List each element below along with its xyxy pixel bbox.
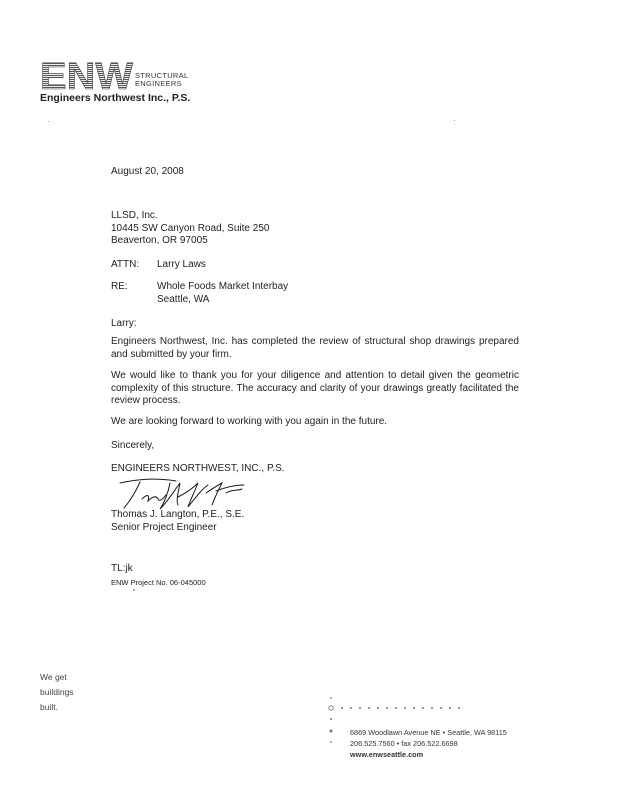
re-block (111, 281, 288, 306)
closing: Sincerely, (111, 440, 155, 451)
scan-speck (454, 120, 455, 121)
signature-icon (118, 475, 268, 511)
tagline (40, 670, 74, 715)
initials: TL:jk (111, 563, 133, 574)
recipient-line: Beaverton, OR 97005 (111, 235, 208, 246)
recipient-line: 10445 SW Canyon Road, Suite 250 (111, 222, 270, 234)
logo-subtext-structural: STRUCTURAL (135, 71, 189, 80)
signer-block (111, 509, 244, 534)
attn-line (111, 259, 206, 272)
paragraph-review: Engineers Northwest, Inc. has completed the review of structural shop drawings prepared and submitted by your firm. (111, 336, 519, 360)
signer-title: Senior Project Engineer (111, 521, 217, 533)
logo-subtext-engineers: ENGINEERS (135, 79, 182, 88)
re-line: Whole Foods Market Interbay (157, 281, 289, 292)
project-number: ENW Project No. 06-045000 (111, 578, 206, 587)
scan-speck (48, 121, 49, 122)
paragraph-future: We are looking forward to working with you again in the future. (111, 416, 388, 427)
re-label: RE: (111, 281, 128, 292)
footer-website: www.enwseattle.com (350, 750, 424, 759)
tagline-line: buildings (40, 687, 74, 697)
tagline-line: We get (40, 672, 67, 682)
logo-subtext (135, 72, 188, 88)
footer-address-block (350, 727, 507, 760)
re-line: Seattle, WA (157, 293, 210, 305)
svg-text:ENW: ENW (40, 59, 134, 91)
letter-date: August 20, 2008 (111, 166, 184, 177)
signatory-company: ENGINEERS NORTHWEST, INC., P.S. (111, 463, 285, 474)
tagline-line: built. (40, 702, 58, 712)
salutation: Larry: (111, 318, 137, 329)
footer-phone-fax: 206.525.7560 • fax 206.522.6698 (350, 739, 458, 748)
recipient-address (111, 210, 269, 248)
scan-speck (133, 589, 135, 591)
signer-name: Thomas J. Langton, P.E., S.E. (111, 509, 245, 520)
recipient-line: LLSD, Inc. (111, 210, 158, 221)
footer-address: 6869 Woodlawn Avenue NE • Seattle, WA 98115 (350, 728, 507, 737)
attn-label: ATTN: (111, 259, 140, 270)
attn-value: Larry Laws (157, 259, 206, 270)
paragraph-thanks: We would like to thank you for your diligence and attention to detail given the geometric complexity of this structure. The accuracy and clarity of your drawings greatly facilitated the review process. (111, 370, 519, 406)
enw-logo-icon (40, 59, 135, 91)
company-name: Engineers Northwest Inc., P.S. (40, 92, 191, 104)
